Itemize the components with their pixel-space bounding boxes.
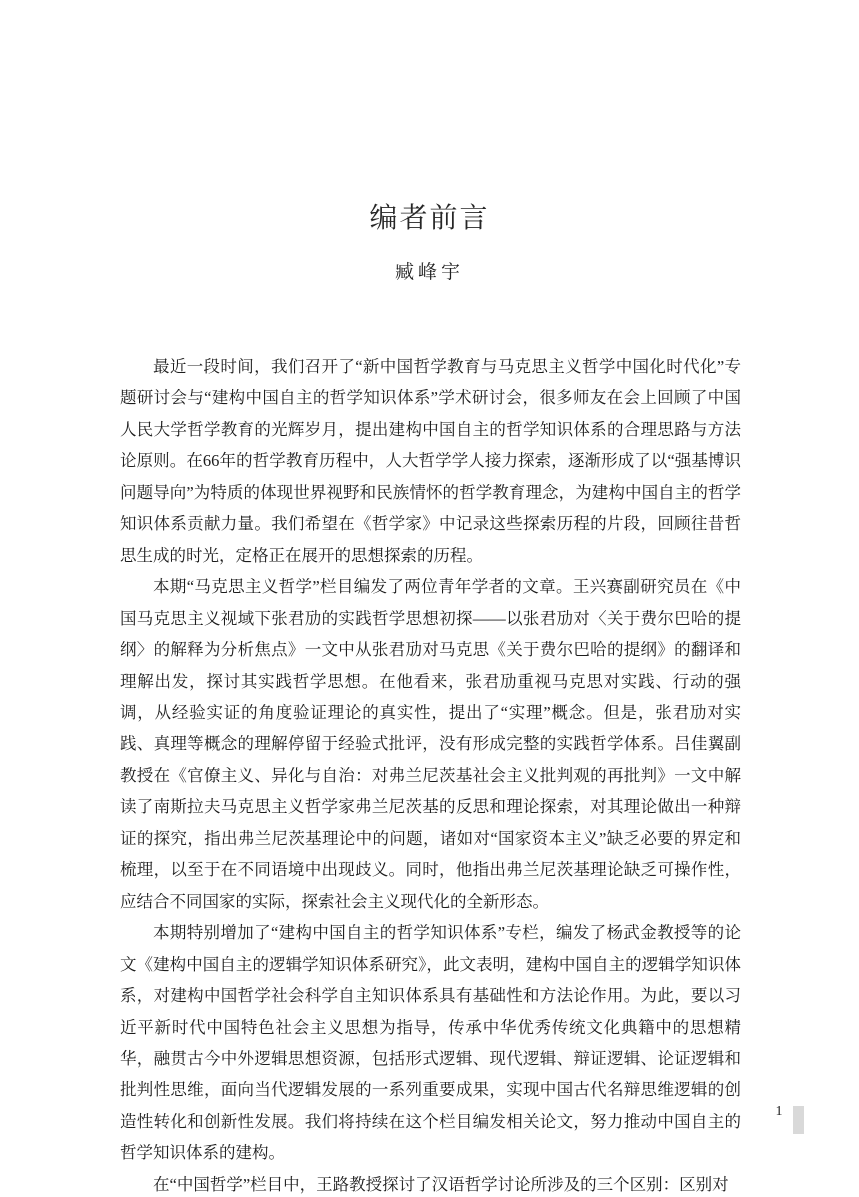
paragraph-1: 最近一段时间，我们召开了“新中国哲学教育与马克思主义哲学中国化时代化”专题研讨会与“建构中国自主的哲学知识体系”学术研讨会，很多师友在会上回顾了中国人民大学哲学教育的光辉岁月，提出建构中国自主的哲学知识体系的合理思路与方法论原则。在66年的哲学教育历程中，人大哲学学人接力探索，逐渐形成了以“强基博识 问题导向”为特质的体现世界视野和民族情怀的哲学教育理念，为建构中国自主的哲学知识体系贡献力量。我们希望在《哲学家》中记录这些探索历程的片段，回顾往昔哲思生成的时光，定格正在展开的思想探索的历程。 [120, 357, 758, 565]
paragraph-2: 本期“马克思主义哲学”栏目编发了两位青年学者的文章。王兴赛副研究员在《中国马克思主义视域下张君劢的实践哲学思想初探——以张君劢对〈关于费尔巴哈的提纲〉的解释为分析焦点》一文中从张君劢对马克思《关于费尔巴哈的提纲》的翻译和理解出发，探讨其实践哲学思想。在他看来，张君劢重视马克思对实践、行动的强调，从经验实证的角度验证理论的真实性，提出了“实理”概念。但是，张君劢对实践、真理等概念的理解停留于经验式批评，没有形成完整的实践哲学体系。吕佳翼副教授在《官僚主义、异化与自治：对弗兰尼茨基社会主义批判观的再批判》一文中解读了南斯拉夫马克思主义哲学家弗兰尼茨基的反思和理论探索，对其理论做出一种辩证的探究，指出弗兰尼茨基理论中的问题，诸如对“国家资本主义”缺乏必要的界定和梳理，以至于在不同语境中出现歧义。同时，他指出弗兰尼茨基理论缺乏可操作性，应结合不同国家的实际，探索社会主义现代化的全新形态。 [120, 577, 741, 911]
author-name: 臧峰宇 [394, 262, 464, 283]
page-number: 1 [775, 1104, 783, 1119]
paragraph-4: 在“中国哲学”栏目中，王路教授探讨了汉语哲学讨论所涉及的三个区别：区别对 [153, 1174, 729, 1194]
document-body [120, 351, 758, 1197]
page-edge-marker [793, 1106, 804, 1134]
page-title: 编者前言 [369, 202, 490, 233]
paragraph-3: 本期特别增加了“建构中国自主的哲学知识体系”专栏，编发了杨武金教授等的论文《建构中国自主的逻辑学知识体系研究》，此文表明，建构中国自主的逻辑学知识体系，对建构中国哲学社会科学自主知识体系具有基础性和方法论作用。为此，要以习近平新时代中国特色社会主义思想为指导，传承中华优秀传统文化典籍中的思想精华，融贯古今中外逻辑思想资源，包括形式逻辑、现代逻辑、辩证逻辑、论证逻辑和批判性思维，面向当代逻辑发展的一系列重要成果，实现中国古代名辩思维逻辑的创造性转化和创新性发展。我们将持续在这个栏目编发相关论文，努力推动中国自主的哲学知识体系的建构。 [120, 923, 741, 1163]
